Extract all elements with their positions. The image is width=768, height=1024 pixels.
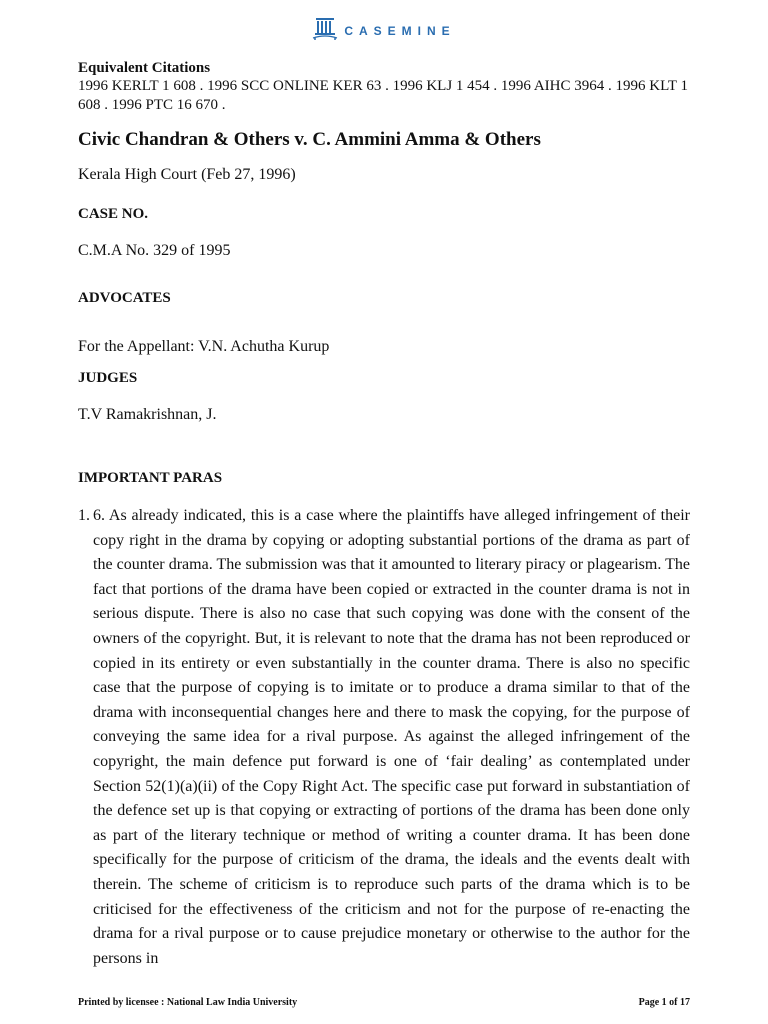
case-no-value: C.M.A No. 329 of 1995 — [78, 242, 231, 259]
casemine-logo[interactable] — [312, 16, 455, 47]
judges-heading: JUDGES — [78, 370, 138, 386]
court-pillars-icon — [312, 16, 338, 47]
header — [0, 16, 768, 46]
list-item — [78, 504, 690, 971]
important-paras-heading: IMPORTANT PARAS — [78, 470, 223, 486]
important-paras-list — [78, 504, 690, 971]
footer — [78, 997, 690, 1008]
list-item-number: 1. — [78, 507, 90, 524]
advocates-heading: ADVOCATES — [78, 290, 171, 306]
citations-label: Equivalent Citations — [78, 60, 211, 76]
printed-by: Printed by licensee : National Law India University — [78, 997, 298, 1008]
case-no-heading: CASE NO. — [78, 206, 149, 222]
logo-text: CASEMINE — [344, 24, 456, 38]
list-item-text: 6. As already indicated, this is a case where the plaintiffs have alleged infringement of their copy right in the drama by copying or adopting substantial portions of the drama as part of the counter drama. The submission was that it amounted to literary piracy or plagearism. The fact that portions of the drama have been copied or extracted in the counter drama is not in serious dispute. There is also no case that such copying was done with the consent of the owners of the copyright. But, it is relevant to note that the drama has not been reproduced or copied in its entirety or even substantially in the counter drama. There is also no specific case that the purpose of copying is to imitate or to produce a drama similar to that of the drama with inconsequential changes here and there to mask the copying, for the purpose of conveying the same idea for a rival purpose. As against the alleged infringement of the copyright, the main defence put forward is one of ‘fair dealing’ as contemplated under Section 52(1)(a)(ii) of the Copy Right Act. The specific case put forward in substantiation of the defence set up is that copying or extracting of portions of the drama has been done only as part of the literary technique or method of writing a counter drama. It has been done specifically for the purpose of criticism of the drama, the ideals and the events dealt with therein. The scheme of criticism is to reproduce such parts of the drama which is to be criticised for the effectiveness of the criticism and not for the purpose of re-enacting the drama for a rival purpose or to cause prejudice monetary or otherwise to the author for the persons in — [93, 507, 690, 967]
advocates-value: For the Appellant: V.N. Achutha Kurup — [78, 338, 330, 355]
page-number: Page 1 of 17 — [638, 997, 690, 1008]
citations-text: 1996 KERLT 1 608 . 1996 SCC ONLINE KER 63 . 1996 KLJ 1 454 . 1996 AIHC 3964 . 1996 KLT 1 608 . 1996 PTC 16 670 . — [78, 78, 689, 113]
judges-value: T.V Ramakrishnan, J. — [78, 406, 217, 423]
case-title: Civic Chandran & Others v. C. Ammini Amma & Others — [78, 129, 541, 150]
court-date: Kerala High Court (Feb 27, 1996) — [78, 166, 296, 183]
document-body — [78, 60, 690, 971]
